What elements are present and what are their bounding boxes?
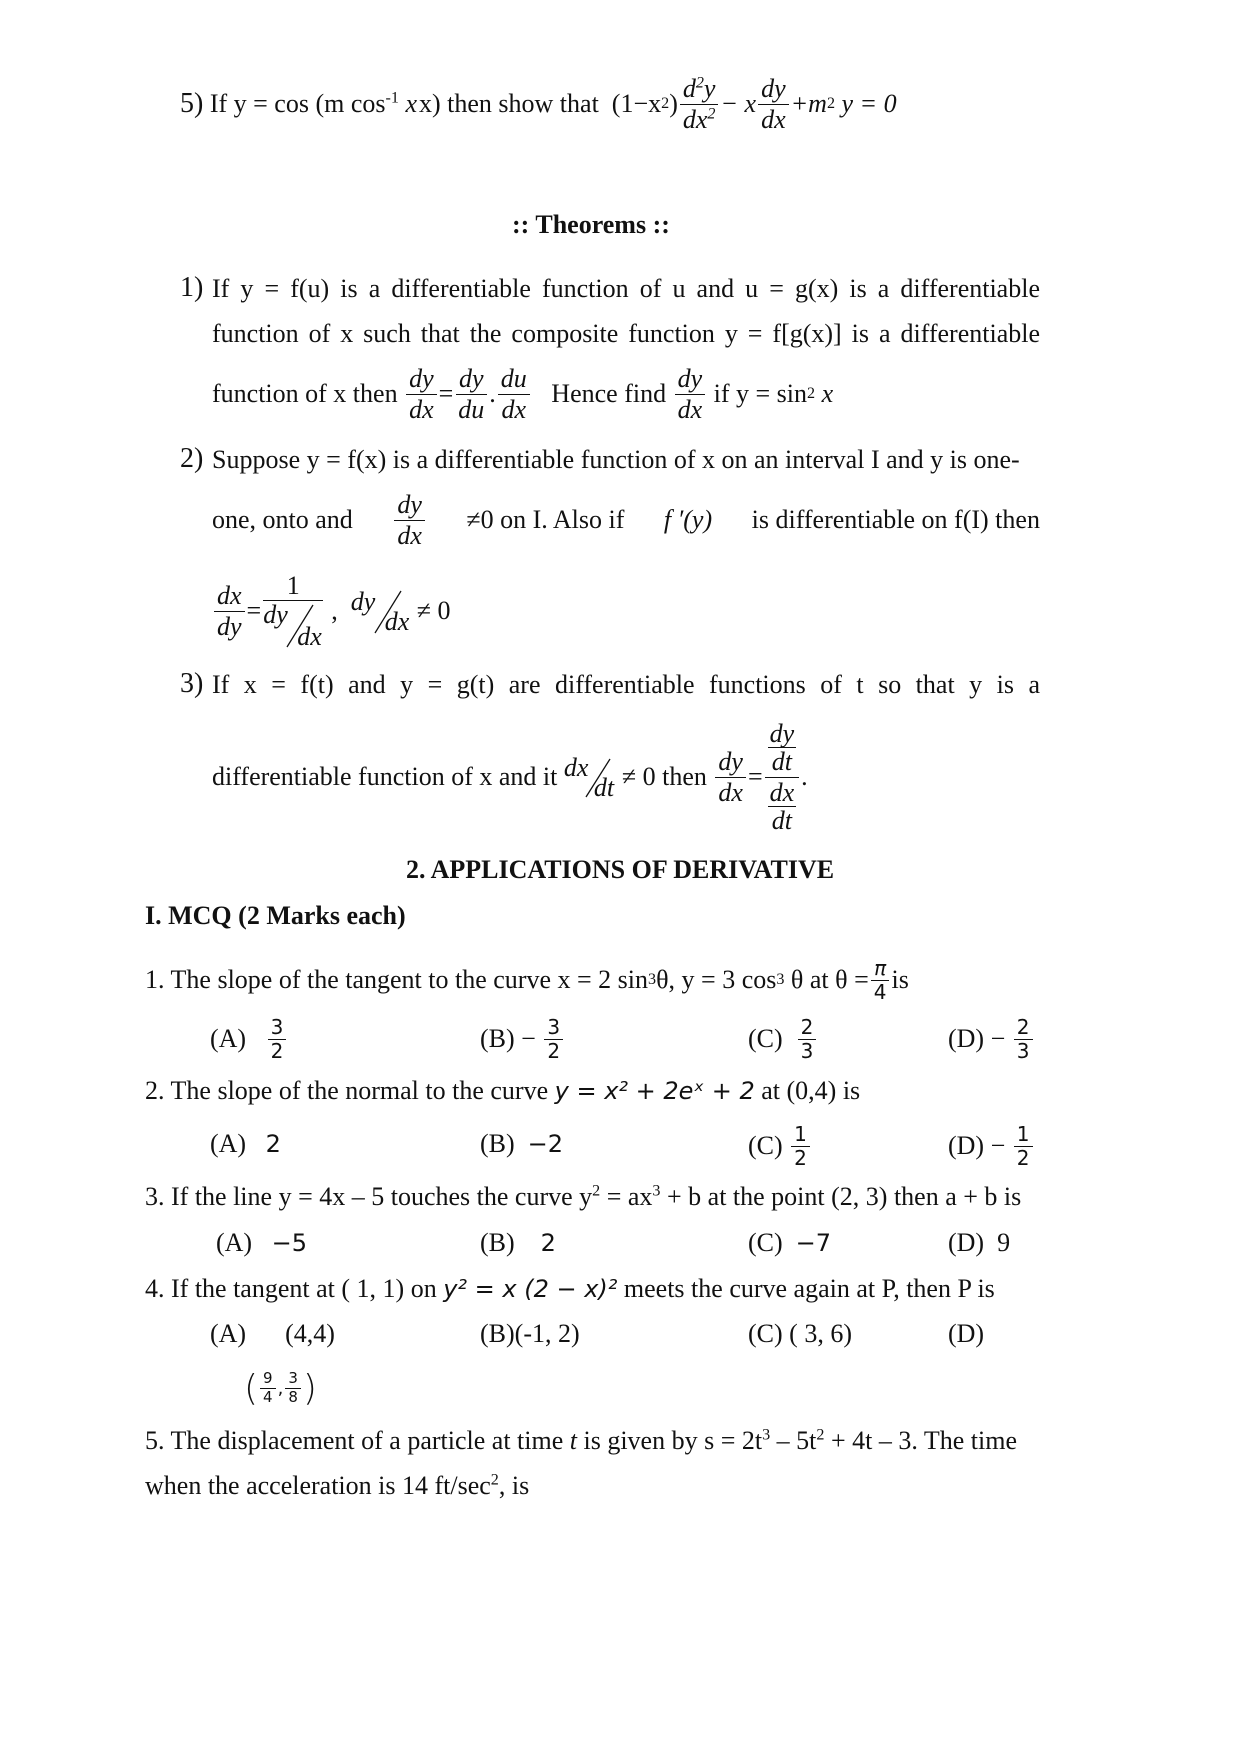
- theorem-1-line3: function of x then $\frac{dy}{dx}$ = $\frac{dy}{du}$ . $\frac{du}{dx}$ Hence find $\frac{dy}{dx}$ if y = sin 2 x: [212, 364, 834, 424]
- mcq-4-option-d-label[interactable]: (D): [948, 1319, 985, 1348]
- theorem-1-line1: If y = f(u) is a differentiable function of u and u = g(x) is a differentiable: [212, 274, 1040, 303]
- q5-prev-number: 5): [180, 88, 204, 119]
- theorems-heading: :: Theorems ::: [512, 210, 670, 239]
- mcq-1-option-d[interactable]: (D) − $\frac{2}{3}$: [948, 1015, 1035, 1063]
- mcq-2-option-d[interactable]: (D) − $\frac{1}{2}$: [948, 1122, 1035, 1170]
- mcq-3-question: 3. If the line y = 4x – 5 touches the curve $y^2 = ax^3 + b$ at the point (2, 3) then a + b is: [145, 1182, 1022, 1211]
- mcq-2-option-c[interactable]: (C) $\frac{1}{2}$: [748, 1122, 812, 1170]
- mcq-5-line2: when the acceleration is 14 $ft/\sec^2$, is: [145, 1471, 530, 1500]
- mcq-2-question: 2. The slope of the normal to the curve y = x² + 2eˣ + 2 at (0,4) is: [145, 1076, 861, 1105]
- compound-fraction: dy dt dx dt: [765, 720, 800, 834]
- mcq-3-option-d[interactable]: (D) 9: [948, 1228, 1011, 1257]
- mcq-4-question: 4. If the tangent at ( 1, 1) on y² = x (2 − x)² meets the curve again at P, then P is: [145, 1274, 995, 1303]
- theorem-3-number: 3): [180, 668, 204, 699]
- theorem-2-number: 2): [180, 443, 204, 474]
- section-title: 2. APPLICATIONS OF DERIVATIVE: [406, 855, 835, 884]
- mcq-1-question: 1. The slope of the tangent to the curve x = 2 sin 3 θ, y = 3 cos 3 θ at θ = $\frac{\pi}{4}$ is: [145, 955, 909, 1004]
- mcq-2-option-a[interactable]: (A) 2: [210, 1129, 281, 1158]
- mcq-3-option-c[interactable]: (C) −7: [748, 1228, 832, 1257]
- theorem-1-line2: function of x such that the composite function y = f[g(x)] is a differentiable: [212, 319, 1040, 348]
- theorem-2-line2: one, onto and $\frac{dy}{dx}$ ≠0 on I. Also if f ′(y) is differentiable on f(I) then: [212, 490, 1040, 550]
- mcq-4-option-c[interactable]: (C) ( 3, 6): [748, 1319, 852, 1348]
- mcq-5-line1: 5. The displacement of a particle at time t is given by $s = 2t^3 - 5t^2 + 4t - 3$. The time: [145, 1426, 1018, 1455]
- q5-prev-equation: (1−x 2 ) $\frac{d^2y}{dx^2}$ − x $\frac{dy}{dx}$ +m 2 y = 0: [611, 74, 897, 134]
- mcq-4-option-a[interactable]: (A) (4,4): [210, 1319, 335, 1348]
- theorem-2-formula: $\frac{dx}{dy}$ = 1 dy dx , dy dx ≠ 0: [212, 568, 451, 654]
- mcq-3-option-b[interactable]: (B) 2: [480, 1228, 556, 1257]
- mcq-2-option-b[interactable]: (B) −2: [480, 1129, 564, 1158]
- mcq-3-option-a[interactable]: (A) −5: [216, 1228, 307, 1257]
- mcq-1-option-b[interactable]: (B) − $\frac{3}{2}$: [480, 1015, 565, 1063]
- theorem-2-line1: Suppose y = f(x) is a differentiable function of x on an interval I and y is one-: [212, 445, 1020, 474]
- theorem-1-number: 1): [180, 272, 204, 303]
- mcq-4-option-b[interactable]: (B)(-1, 2): [480, 1319, 580, 1348]
- theorem-3-line2: differentiable function of x and it dx dt ≠ 0 then $\frac{dy}{dx}$ = dy dt dx dt .: [212, 718, 808, 835]
- mcq-1-option-c[interactable]: (C) $\frac{2}{3}$: [748, 1015, 818, 1063]
- mcq-1-option-a[interactable]: (A) $\frac{3}{2}$: [210, 1015, 288, 1063]
- mcq-4-option-d-value[interactable]: ( $\frac{9}{4}$ , $\frac{3}{8}$ ): [244, 1367, 317, 1409]
- theorem-3-line1: If x = f(t) and y = g(t) are differentiable functions of t so that y is a: [212, 670, 1040, 699]
- q5-prev-text: If y = cos (m $\cos^{-1} xx$) then show that: [209, 89, 599, 118]
- mcq-heading: I. MCQ (2 Marks each): [145, 901, 406, 930]
- q5-prev-line: [180, 74, 897, 134]
